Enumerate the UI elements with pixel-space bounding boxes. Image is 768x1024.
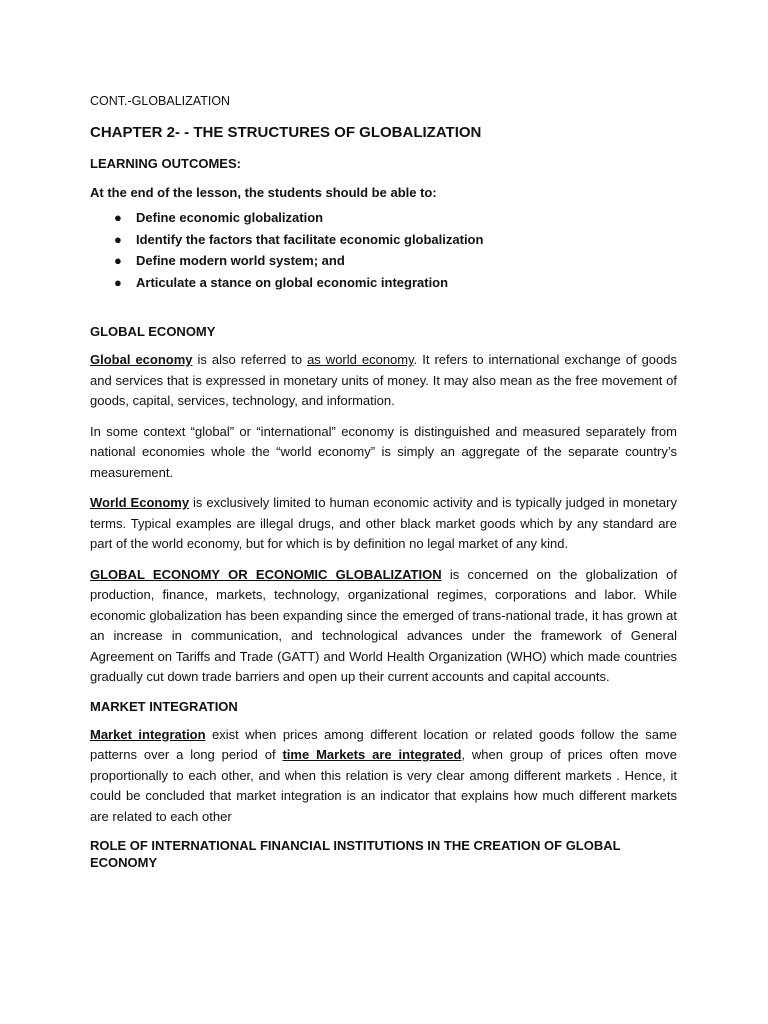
market-integration-paragraph [90, 725, 677, 828]
global-economy-paragraph-2: In some context “global” or “international” economy is distinguished and measured separately from national economies whole the “world economy” is simply an aggregate of the separate country’s measurement. [90, 423, 677, 480]
term-world-economy: as world economy [307, 352, 414, 367]
outcome-text: Define economic globalization [136, 210, 324, 225]
paragraph-text: , when group of prices often move proportionally to each other, and when this relation is very clear among different markets . Hence, it could be concluded that market integration is an indicator that explains how much different markets are related to each other [90, 747, 677, 824]
bullet-icon: ● [114, 231, 122, 247]
list-item [114, 272, 677, 294]
outcome-text: Define modern world system; and [136, 253, 345, 268]
paragraph-text: is also referred to [192, 352, 308, 367]
paragraph-text: is concerned on the globalization of production, finance, markets, technology, organizational regimes, corporations and labor. While economic globalization has been expanding since the emerged of trans-national trade, it has grown at an increase in communication, and technological advances under the framework of General Agreement on Tariffs and Trade (GATT) and World Health Organization (WHO) which made countries gradually cut down trade barriers and open up their current accounts and capital accounts. [90, 566, 677, 684]
learning-outcomes-heading: LEARNING OUTCOMES: [90, 156, 241, 171]
role-section-heading: ROLE OF INTERNATIONAL FINANCIAL INSTITUTIONS IN THE CREATION OF GLOBAL ECONOMY [90, 838, 621, 870]
chapter-title: CHAPTER 2- - THE STRUCTURES OF GLOBALIZATION [90, 124, 482, 141]
term-global-economy: Global economy [90, 352, 193, 367]
course-label: CONT.-GLOBALIZATION [90, 94, 231, 108]
list-item [114, 229, 677, 251]
list-item [114, 250, 677, 272]
learning-outcomes-intro: At the end of the lesson, the students should be able to: [90, 185, 437, 200]
economic-globalization-paragraph [90, 565, 677, 688]
paragraph-text: is exclusively limited to human economic activity and is typically judged in monetary terms. Typical examples are illegal drugs, and other black market goods which by any standard are part of the world economy, but for which is by definition no legal market of any kind. [90, 495, 677, 551]
world-economy-paragraph [90, 493, 677, 555]
document-content [90, 93, 677, 881]
term-economic-globalization: GLOBAL ECONOMY OR ECONOMIC GLOBALIZATION [90, 566, 442, 582]
bullet-icon: ● [114, 274, 122, 290]
learning-outcomes-list [90, 207, 677, 293]
paragraph-text: exist when prices among different location or related goods follow the same patterns over a long period of [90, 726, 677, 762]
list-item [114, 207, 677, 229]
term-world-economy-bold: World Economy [90, 495, 190, 510]
market-integration-heading: MARKET INTEGRATION [90, 698, 238, 714]
bullet-icon: ● [114, 210, 122, 225]
global-economy-paragraph-1 [90, 350, 677, 412]
outcome-text: Identify the factors that facilitate economic globalization [136, 231, 484, 247]
outcome-text: Articulate a stance on global economic integration [136, 274, 449, 290]
term-market-integration: Market integration [90, 726, 206, 742]
term-markets-integrated: time Markets are integrated [282, 747, 462, 762]
paragraph-text: . It refers to international exchange of goods and services that is expressed in monetary units of money. It may also mean as the free movement of goods, capital, services, technology, and information. [90, 352, 677, 408]
bullet-icon: ● [114, 253, 122, 268]
global-economy-heading: GLOBAL ECONOMY [90, 324, 216, 339]
